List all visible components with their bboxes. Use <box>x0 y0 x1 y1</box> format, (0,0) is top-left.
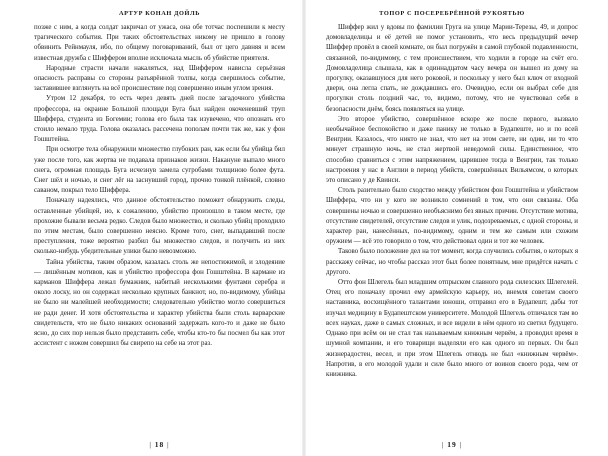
left-paragraph-1: позже с ним, а когда солдат закричал от ужаса, она обе тотчас поспешили к месту трагического события. При таких обстоятельствах никому не пришло в голову обвинить Рейнмауля, ибо, по общему поговариваний, был от цего давняя и всем известная дружба с Шиффером вполне исключала мысль об убийстве приятеля. <box>34 24 285 62</box>
right-paragraph-3: Столь разительно было сходство между убийством фон Гошштейна и убийством Шиффера, что ни у кого не возникло сомнений в том, что они связаны. Оба совершены ночью и совершенно необъяснимо без явных причин. Отсутствие мотива, отсутствие свидетелей, отсутствие следов и улик, подозреваемых, с одной стороны, и характер ран, нанесённых, по-видимому, одним и тем же самым или схожим оружием — всё это говорило о том, что действовал один и тот же человек. <box>326 187 578 246</box>
left-paragraph-6: Тайна убийства, таким образом, казалась столь же непостижимой, и злодеяние — лишённым мотивов, как и убийство профессора фон Гошштейна. В кармане из карманов Шиффера лежал бумажник, набитый несколькими фунтами серебра и около лоску, но он содержал несколько крупных банкнот, но, по-видимому, убийцы не было ни малейшей необходимости; следовательно убийство могло совершиться не ради денег. И хотя обстоятельства и характер убийства были столь варварские свидетельств, что не было никаких оснований задержать кого-то и даже не было ясно, до сих пор нельзя было представить себе, чтобы кто-то бы посмел бы как этот ассистент с ножом совершил бы свирепо на себе на этот раз. <box>34 258 285 348</box>
left-paragraph-4: При осмотре тела обнаружили множество глубоких ран, как если бы убийца бил уже после того, как жертва не подавала признаков жизни. Накануне выпало много снега, огромная площадь Буга исчезнув замела сугробами толщиною более фута. Снег шёл и ночью, и снег лёг на заснувший город, прочно тонкой плёнкой, словно саваном, покрыл тело Шиффера. <box>34 146 285 195</box>
left-paragraph-3: Утром 12 декабря, то есть через девять дней после загадочного убийства профессора, на окраине Большой площади Буга был найден окоченевший труп Шиффера, студента из Богемии; голова его была так изувечено, что опознать его стоило немало труда. Голова оказалась рассечена пополам почти так же, как у фон Гошштейна. <box>34 95 285 144</box>
left-paragraph-2: Народные страсти начали накаляться, над Шиффером нависла серьёзная опасность расправы со стороны разъярённой толпы, когда свершилось событие, заставившее взглянуть на всё происшествие под совершенно иным углом зрения. <box>34 64 285 93</box>
right-page <box>304 0 608 456</box>
page-number-left-value: 18 <box>154 440 165 449</box>
right-page-text <box>326 23 578 380</box>
right-paragraph-2: Это второе убийство, совершённое вскоре же после первого, вызвало необычайное беспокойство и даже панику не только в Будапеште, но и по всей Венгрии. Казалось, что никто не знал, что нет на этом свете, ни один, ни то что минует страшную ночь, не стал жертвой неведомой силы. Единственное, что способно сравниться с этим напряжением, царившее тогда в Венгрии, так только настроения у нас в Англии в период убийств, совершённых Вильямсом, о которых это описано у де Квинси. <box>326 115 578 185</box>
left-paragraph-5: Поначалу надеялись, что данное обстоятельство поможет обнаружить следы, оставленные убийцей, но, к сожалению, убийство произошло в таком месте, где прохожие бывали весьма редко. Следов было множество, и сколько убийц проходило по этим местам, было совершенно неясно. Кроме того, снег, выпадавший после преступления, тоже вероятно разбил бы множество следов, и получить из них сколько-нибудь убедительные улики было невозможно. <box>34 197 285 256</box>
right-paragraph-1: Шиффер жил у вдовы по фамилии Груга на улице Марии-Терезы, 49, и допрос домовладелицы и её детей не помог установить, что весь предыдущий вечер Шиффер провёл в своей комнате, он был погружён в самой глубокой подавленности, связанной, по-видимому, с тем происшествием, что ходили в городе на счёт его. Домовладелица слышала, как в одиннадцатом часу вечера он вышел из дому на прогулку, оказавшуюся для него роковой, и поскольку у него был ключ от входной двери, она легла спать, не дождавшись его. Очевидно, если он выбрал себе для прогулки столь поздний час, то, видимо, потому, что не чувствовал себя в безопасности днём, боясь появляться на улице. <box>326 24 578 113</box>
page-number-left: | 18 | <box>149 440 170 449</box>
right-paragraph-4: Таково было положение дел на тот момент, когда случились события, о которых я расскажу сейчас, но чтобы рассказ этот был более понятным, мне придётся начать с другого. <box>326 248 578 276</box>
right-paragraph-5: Отто фон Шлегель был младшим отпрыском славного рода силезских Шлегелей. Отец его поначалу прочил ему армейскую карьеру, но, внемля советам своего наставника, восхищённого талантами юноши, отправил его в Будапешт, дабы тот изучал медицину в Будапештском университете. Молодой Шлегель отличался там во всех науках, даже в самых сложных, и все видели в нём одного из светил будущего. Однако при всём он не стал так называемым книжным червём, а проводил время в шумной компании, и его товарищи выделяли его как одного из первых. Он был жизнерадостен, весел, и при этом Шлегель отнюдь не был «книжным червём». Напротив, в его молодой удали и силе было много от воинов своего рода, чем от книжника. <box>326 279 578 378</box>
running-head-right: ТОПОР С ПОСЕРЕБРЁННОЙ РУКОЯТЬЮ <box>379 10 525 17</box>
page-number-right-value: 19 <box>447 440 457 449</box>
running-head-left: АРТУР КОНАН ДОЙЛЬ <box>118 10 201 17</box>
page-number-right: | 19 | <box>441 440 463 449</box>
left-page-text <box>34 23 285 350</box>
